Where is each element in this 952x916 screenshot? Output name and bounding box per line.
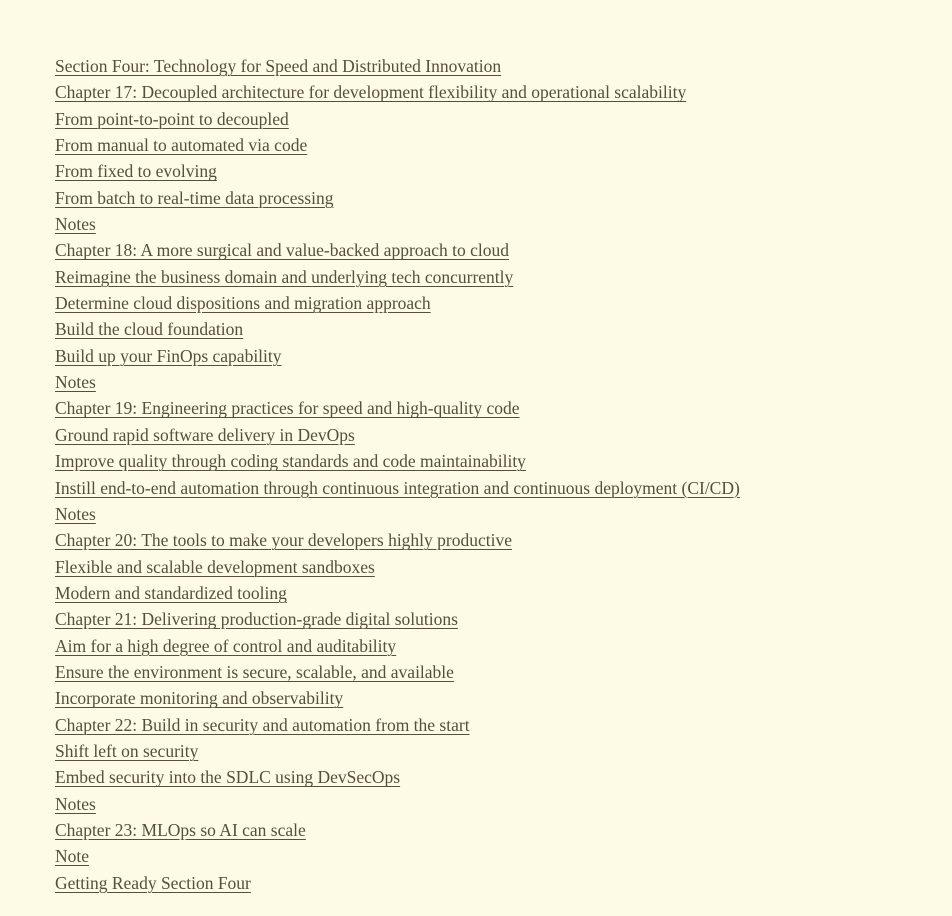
- toc-entry-subsection[interactable]: Improve quality through coding standards and code maintainability: [55, 451, 526, 472]
- toc-row: [55, 423, 912, 449]
- toc-row: [55, 54, 912, 80]
- toc-entry-subsection[interactable]: From fixed to evolving: [55, 161, 217, 182]
- toc-entry-subsection[interactable]: Ground rapid software delivery in DevOps: [55, 424, 355, 445]
- toc-row: [55, 792, 912, 818]
- toc-entry-subsection[interactable]: Build up your FinOps capability: [55, 345, 282, 366]
- toc-entry-chapter[interactable]: Chapter 18: A more surgical and value-backed approach to cloud: [55, 240, 510, 261]
- toc-row: [55, 581, 912, 607]
- toc-entry-chapter[interactable]: Chapter 21: Delivering production-grade digital solutions: [55, 609, 458, 630]
- toc-entry-subsection[interactable]: Build the cloud foundation: [55, 319, 244, 340]
- toc-entry-chapter[interactable]: Chapter 20: The tools to make your developers highly productive: [55, 530, 513, 551]
- toc-entry-subsection[interactable]: Aim for a high degree of control and auditability: [55, 635, 397, 656]
- toc-entry-subsection[interactable]: Reimagine the business domain and underlying tech concurrently: [55, 266, 514, 287]
- toc-entry-subsection[interactable]: From batch to real-time data processing: [55, 187, 334, 208]
- toc-row: [55, 344, 912, 370]
- toc-row: [55, 370, 912, 396]
- toc-entry-subsection[interactable]: From manual to automated via code: [55, 135, 308, 156]
- toc-entry-subsection[interactable]: Embed security into the SDLC using DevSecOps: [55, 767, 401, 788]
- toc-row: [55, 159, 912, 185]
- toc-row: [55, 765, 912, 791]
- toc-row: [55, 133, 912, 159]
- toc-entry-subsection[interactable]: Instill end-to-end automation through continuous integration and continuous deployment (CI/CD): [55, 477, 740, 498]
- toc-entry-chapter[interactable]: Chapter 23: MLOps so AI can scale: [55, 819, 306, 840]
- toc-row: [55, 555, 912, 581]
- toc-row: [55, 238, 912, 264]
- toc-entry-subsection[interactable]: Notes: [55, 793, 96, 814]
- toc-row: [55, 634, 912, 660]
- toc-row: [55, 844, 912, 870]
- toc-entry-subsection[interactable]: Ensure the environment is secure, scalable, and available: [55, 661, 454, 682]
- toc-row: [55, 686, 912, 712]
- toc-row: [55, 607, 912, 633]
- toc-row: [55, 107, 912, 133]
- toc-entry-subsection[interactable]: Shift left on security: [55, 740, 199, 761]
- toc-row: [55, 265, 912, 291]
- toc-row: [55, 713, 912, 739]
- toc-entry-section[interactable]: Getting Ready Section Four: [55, 872, 251, 893]
- toc-entry-subsection[interactable]: Notes: [55, 372, 96, 393]
- toc-entry-section[interactable]: Section Four: Technology for Speed and Distributed Innovation: [55, 56, 502, 76]
- toc-row: [55, 739, 912, 765]
- toc-entry-subsection[interactable]: Determine cloud dispositions and migration approach: [55, 293, 431, 314]
- toc-row: [55, 80, 912, 106]
- toc-entry-subsection[interactable]: Modern and standardized tooling: [55, 582, 287, 603]
- toc-entry-subsection[interactable]: Notes: [55, 503, 96, 524]
- toc-entry-chapter[interactable]: Chapter 19: Engineering practices for speed and high-quality code: [55, 398, 520, 419]
- toc-row: [55, 818, 912, 844]
- toc-entry-subsection[interactable]: From point-to-point to decoupled: [55, 108, 289, 129]
- toc-row: [55, 528, 912, 554]
- toc-row: [55, 476, 912, 502]
- toc-row: [55, 871, 912, 897]
- toc-row: [55, 502, 912, 528]
- toc-list: [55, 54, 912, 897]
- toc-entry-chapter[interactable]: Chapter 17: Decoupled architecture for development flexibility and operational scalability: [55, 82, 687, 103]
- toc-row: [55, 396, 912, 422]
- toc-row: [55, 212, 912, 238]
- toc-row: [55, 449, 912, 475]
- toc-row: [55, 317, 912, 343]
- toc-entry-chapter[interactable]: Chapter 22: Build in security and automation from the start: [55, 714, 470, 735]
- toc-row: [55, 186, 912, 212]
- toc-entry-subsection[interactable]: Note: [55, 846, 90, 867]
- toc-row: [55, 660, 912, 686]
- toc-entry-subsection[interactable]: Flexible and scalable development sandboxes: [55, 556, 375, 577]
- toc-entry-subsection[interactable]: Incorporate monitoring and observability: [55, 688, 344, 709]
- toc-entry-subsection[interactable]: Notes: [55, 214, 96, 235]
- toc-row: [55, 291, 912, 317]
